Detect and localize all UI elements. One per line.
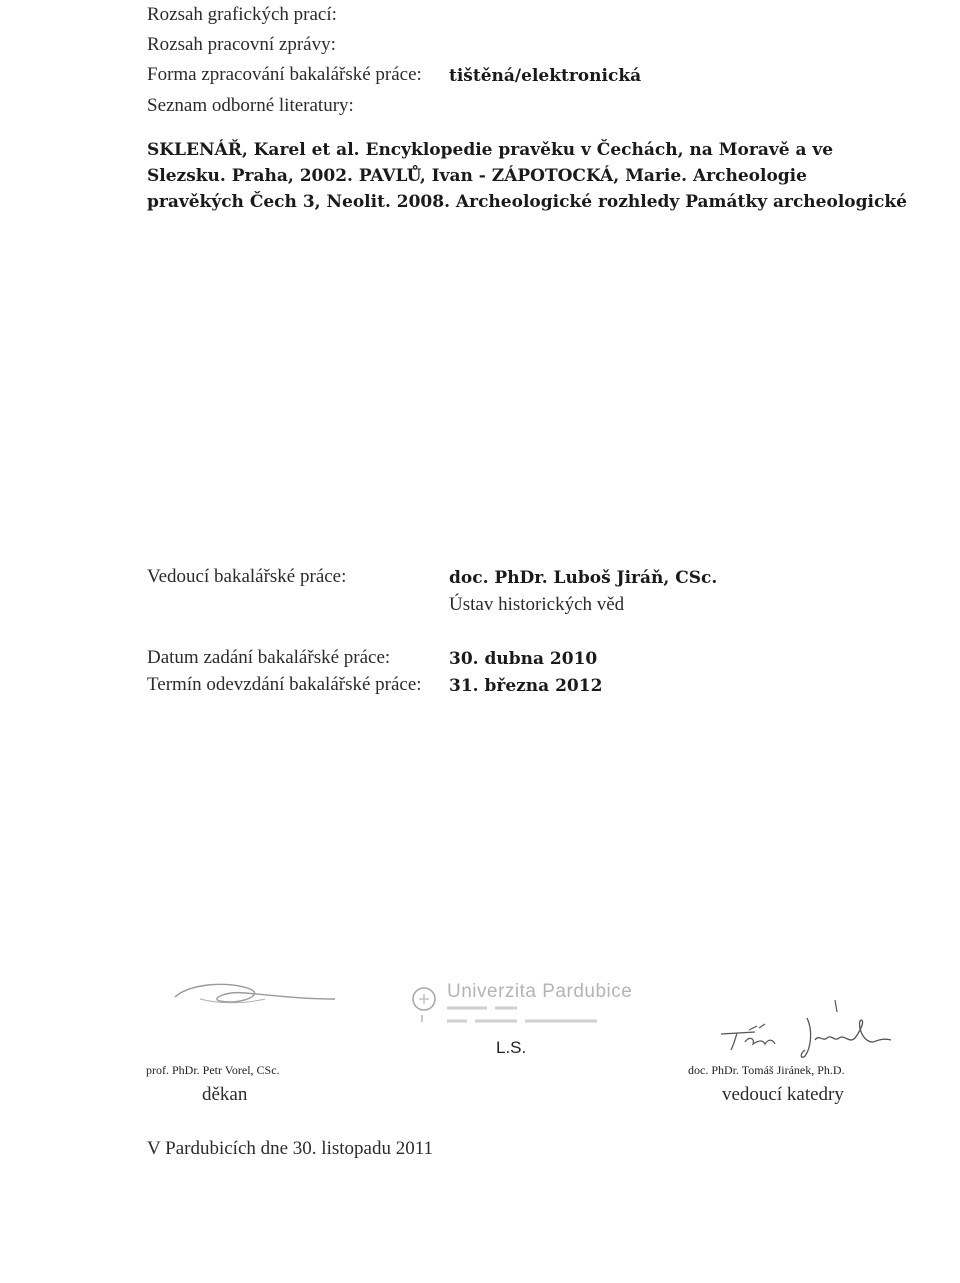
dean-title: děkan <box>202 1084 248 1105</box>
university-stamp-text: Univerzita Pardubice <box>447 981 633 1002</box>
supervisor-name: doc. PhDr. Luboš Jiráň, CSc. <box>449 568 718 588</box>
submission-deadline-value: 31. března 2012 <box>449 676 603 696</box>
graphics-scope-label: Rozsah grafických prací: <box>147 4 337 25</box>
literature-label: Seznam odborné literatury: <box>147 95 354 116</box>
place-and-date: V Pardubicích dne 30. listopadu 2011 <box>147 1138 434 1159</box>
head-signature-image <box>715 990 905 1060</box>
submission-deadline-label: Termín odevzdání bakalářské práce: <box>147 674 422 695</box>
department-head-name: doc. PhDr. Tomáš Jiránek, Ph.D. <box>688 1063 845 1077</box>
thesis-form-label: Forma zpracování bakalářské práce: <box>147 64 422 85</box>
report-scope-label: Rozsah pracovní zprávy: <box>147 34 336 55</box>
supervisor-institute: Ústav historických věd <box>449 594 625 615</box>
assignment-date-label: Datum zadání bakalářské práce: <box>147 647 391 668</box>
literature-text: SKLENÁŘ, Karel et al. Encyklopedie pravěku v Čechách, na Moravě a ve Slezsku. Praha, 2002. PAVLŮ, Ivan - ZÁPOTOCKÁ, Marie. Archeologie pravěkých Čech 3, Neolit. 2008. Archeologické rozhledy Památky archeologické <box>147 140 907 212</box>
stamp-faded-lines <box>447 1003 617 1029</box>
dean-signature-image <box>170 975 340 1015</box>
department-head-title: vedoucí katedry <box>722 1084 844 1105</box>
dean-name: prof. PhDr. Petr Vorel, CSc. <box>146 1063 280 1077</box>
supervisor-label: Vedoucí bakalářské práce: <box>147 566 347 587</box>
university-stamp-emblem <box>410 985 440 1023</box>
assignment-date-value: 30. dubna 2010 <box>449 649 598 669</box>
ls-mark: L.S. <box>496 1038 527 1057</box>
thesis-form-value: tištěná/elektronická <box>449 66 642 86</box>
